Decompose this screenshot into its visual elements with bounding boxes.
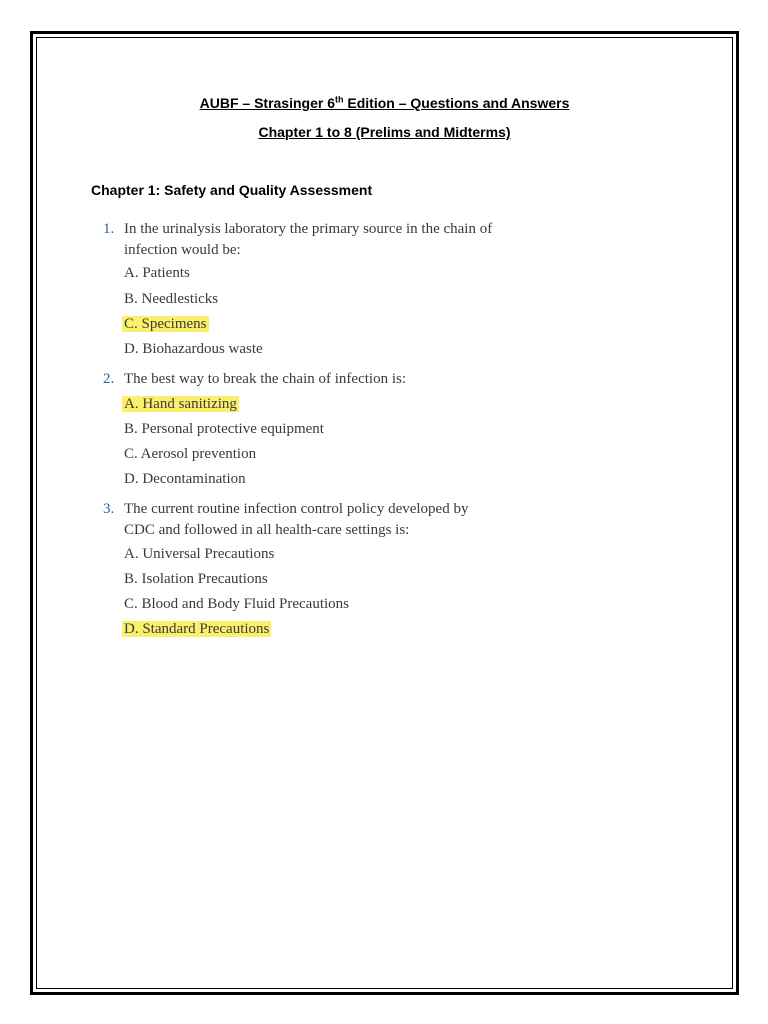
question-stem: In the urinalysis laboratory the primary source in the chain of infection would be: xyxy=(124,221,493,258)
question-stem: The current routine infection control policy developed by CDC and followed in all health-care settings is: xyxy=(124,501,469,538)
question-3 xyxy=(103,499,494,541)
question-number: 1. xyxy=(103,221,115,237)
chapter-heading: Chapter 1: Safety and Quality Assessment xyxy=(91,182,373,198)
option-text: B. Isolation Precautions xyxy=(124,571,268,587)
correct-option xyxy=(124,394,239,414)
option-text: B. Personal protective equipment xyxy=(124,421,324,437)
highlighted-answer: D. Standard Precautions xyxy=(124,621,270,637)
option xyxy=(124,544,274,564)
option-text: B. Needlesticks xyxy=(124,291,219,307)
option xyxy=(124,594,349,614)
highlighted-answer: C. Specimens xyxy=(124,316,207,332)
document-subtitle: Chapter 1 to 8 (Prelims and Midterms) xyxy=(258,124,511,140)
option-text: C. Blood and Body Fluid Precautions xyxy=(124,596,349,612)
title-prefix: AUBF – Strasinger 6 xyxy=(199,95,335,111)
highlighted-answer: A. Hand sanitizing xyxy=(124,396,237,412)
option xyxy=(124,469,246,489)
option-text: A. Universal Precautions xyxy=(124,546,275,562)
option xyxy=(124,444,256,464)
option xyxy=(124,569,268,589)
option-text: D. Decontamination xyxy=(124,471,246,487)
question-1 xyxy=(103,219,494,261)
title-suffix: Edition – Questions and Answers xyxy=(343,95,570,111)
option-text: A. Patients xyxy=(124,265,190,281)
question-number: 3. xyxy=(103,501,115,517)
question-2 xyxy=(103,369,494,390)
question-stem: The best way to break the chain of infection is: xyxy=(124,371,406,387)
option xyxy=(124,289,218,309)
correct-option xyxy=(124,314,209,334)
title-superscript: th xyxy=(335,94,344,105)
option xyxy=(124,419,324,439)
document-title xyxy=(36,95,733,111)
option xyxy=(124,263,190,283)
option xyxy=(124,339,263,359)
correct-option xyxy=(124,619,271,639)
question-number: 2. xyxy=(103,371,115,387)
option-text: D. Biohazardous waste xyxy=(124,341,263,357)
option-text: C. Aerosol prevention xyxy=(124,446,257,462)
